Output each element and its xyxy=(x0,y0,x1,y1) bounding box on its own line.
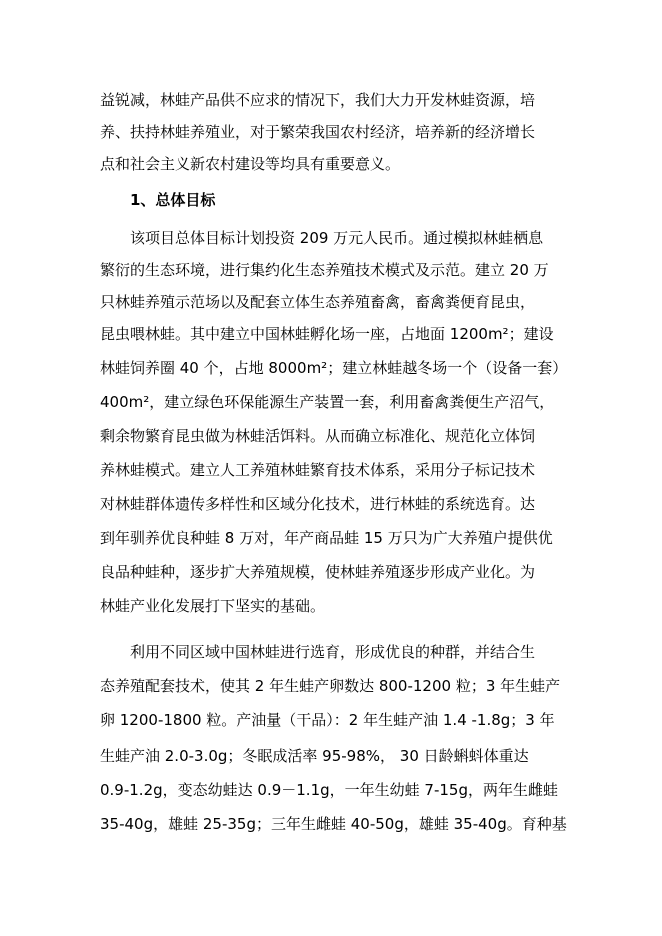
paragraph-2-line-6: 35-40g，雄蛙 25-35g；三年生雌蛙 40-50g，雄蛙 35-40g。育种基 xyxy=(100,815,567,833)
paragraph-1-line-10: 到年驯养优良种蛙 8 万对，年产商品蛙 15 万只为广大养殖户提供优 xyxy=(100,529,553,547)
paragraph-1-line-3: 只林蛙养殖示范场以及配套立体生态养殖畜禽，畜禽粪便育昆虫， xyxy=(100,293,536,311)
paragraph-1-line-8: 养林蛙模式。建立人工养殖林蛙繁育技术体系，采用分子标记技术 xyxy=(100,461,536,479)
intro-line-1: 益锐减，林蛙产品供不应求的情况下，我们大力开发林蛙资源，培 xyxy=(100,91,536,109)
paragraph-2-line-1: 利用不同区域中国林蛙进行选育，形成优良的种群，并结合生 xyxy=(130,643,536,661)
paragraph-2-line-3: 卵 1200-1800 粒。产油量（干品）：2 年生蛙产油 1.4 -1.8g；3 年 xyxy=(100,711,555,729)
intro-line-3: 点和社会主义新农村建设等均具有重要意义。 xyxy=(100,155,401,173)
paragraph-1-line-6: 400m²，建立绿色环保能源生产装置一套，利用畜禽粪便生产沼气， xyxy=(100,393,555,411)
section-heading: 1、总体目标 xyxy=(130,191,216,209)
paragraph-1-line-5: 林蛙饲养圈 40 个，占地 8000m²；建立林蛙越冬场一个（设备一套） xyxy=(100,359,568,377)
paragraph-1-line-7: 剩余物繁育昆虫做为林蛙活饵料。从而确立标准化、规范化立体饲 xyxy=(100,427,536,445)
paragraph-2-line-4: 生蛙产油 2.0-3.0g；冬眠成活率 95-98%， 30 日龄蝌蚪体重达 xyxy=(100,747,529,765)
paragraph-2-line-5: 0.9-1.2g，变态幼蛙达 0.9－1.1g，一年生幼蛙 7-15g，两年生雌蛙 xyxy=(100,781,558,799)
paragraph-1-line-4: 昆虫喂林蛙。其中建立中国林蛙孵化场一座，占地面 1200m²；建设 xyxy=(100,325,554,343)
intro-line-2: 养、扶持林蛙养殖业，对于繁荣我国农村经济，培养新的经济增长 xyxy=(100,123,536,141)
paragraph-1-line-12: 林蛙产业化发展打下坚实的基础。 xyxy=(100,597,326,615)
paragraph-1-line-9: 对林蛙群体遗传多样性和区域分化技术，进行林蛙的系统选育。达 xyxy=(100,495,536,513)
paragraph-1-line-2: 繁衍的生态环境，进行集约化生态养殖技术模式及示范。建立 20 万 xyxy=(100,261,549,279)
paragraph-2-line-2: 态养殖配套技术，使其 2 年生蛙产卵数达 800-1200 粒；3 年生蛙产 xyxy=(100,677,561,695)
paragraph-1-line-11: 良品种蛙种，逐步扩大养殖规模，使林蛙养殖逐步形成产业化。为 xyxy=(100,563,536,581)
paragraph-1-line-1: 该项目总体目标计划投资 209 万元人民币。通过模拟林蛙栖息 xyxy=(130,229,544,247)
